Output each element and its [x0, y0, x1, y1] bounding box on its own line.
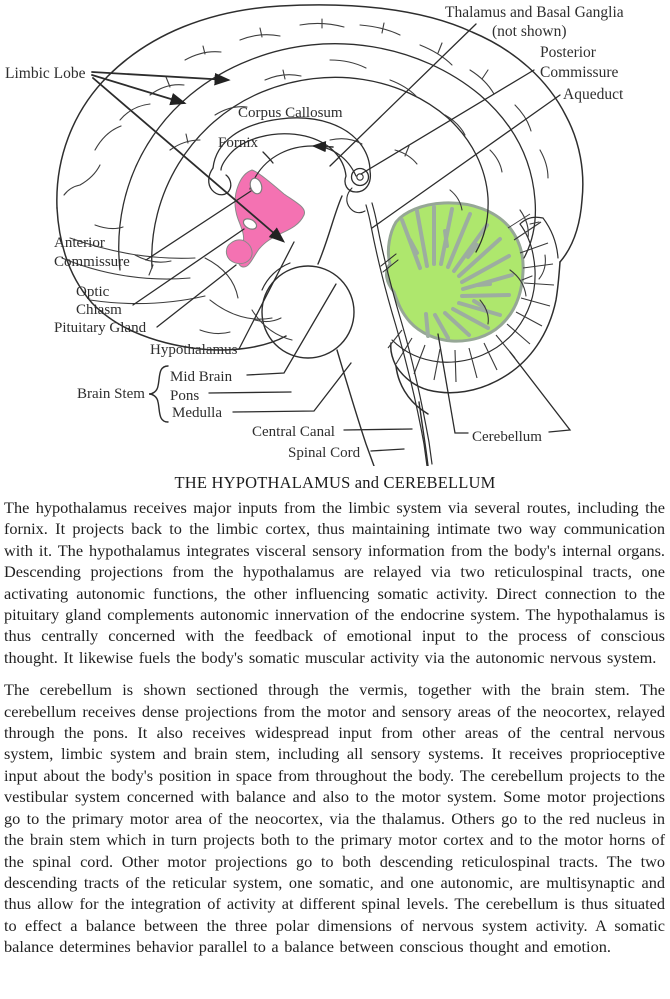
label-cerebellum: Cerebellum: [472, 429, 542, 445]
label-anterior: Anterior: [54, 235, 105, 251]
leader-thalamus: [330, 24, 476, 166]
label-optic: Optic: [76, 284, 110, 300]
leader-mid-brain: [247, 284, 336, 375]
label-limbic-lobe: Limbic Lobe: [5, 65, 86, 82]
leader-pons: [209, 392, 291, 393]
label-anterior-commissure: Commissure: [54, 254, 130, 270]
label-brain-stem: Brain Stem: [77, 386, 145, 402]
figure-caption: THE HYPOTHALAMUS and CEREBELLUM: [174, 473, 496, 492]
brain-outline: [57, 5, 583, 414]
label-central-canal: Central Canal: [252, 424, 335, 440]
hypothalamus-region: [226, 170, 304, 267]
paragraph-cerebellum: The cerebellum is shown sectioned through the vermis, together with the brain stem. The cerebellum receives dense projections from the motor and sensory areas of the neocortex, relayed through the pons. It also receives widespread input from other areas of the central nervous system, limbic system and brain stem, including all sensory systems. It receives proprioceptive input about the body's position in space from throughout the body. The cerebellum projects to the vestibular system concerned with balance and also to the motor system. Some motor projections go to the primary motor area of the neocortex, via the thalamus. Others go to the red nucleus in the brain stem which in turn projects both to the primary motor cortex and to the motor horns of the spinal cord. Other motor projections go to both descending reticulospinal tracts. The two descending tracts of the reticular system, one somatic, and one autonomic, are multisynaptic and thus allow for the integration of activity at different spinal levels. The cerebellum is thus situated to effect a balance between the three polar dimensions of nervous system activity. A somatic balance determines behavior parallel to a balance between conscious thought and emotion.: [4, 680, 665, 957]
label-optic-chiasm: Chiasm: [76, 302, 122, 318]
leader-cerebellum-left: [438, 334, 468, 433]
leader-posterior-commissure: [361, 70, 534, 174]
brain-diagram: [0, 0, 670, 466]
label-posterior-commissure: Commissure: [540, 64, 619, 81]
leader-optic-chiasm: [133, 229, 244, 305]
label-posterior: Posterior: [540, 44, 596, 61]
label-spinal-cord: Spinal Cord: [288, 445, 361, 461]
leader-pituitary: [157, 265, 236, 327]
label-mid-brain: Mid Brain: [170, 369, 233, 385]
label-thalamus-note: (not shown): [492, 23, 567, 40]
leader-medulla: [233, 363, 351, 412]
pituitary-gland-shape: [226, 240, 252, 264]
label-thalamus-basal-ganglia: Thalamus and Basal Ganglia: [445, 4, 624, 21]
label-hypothalamus: Hypothalamus: [150, 342, 238, 358]
brain-stem-brace: [149, 366, 168, 422]
label-medulla: Medulla: [172, 405, 222, 421]
paragraph-hypothalamus: The hypothalamus receives major inputs from the limbic system via several routes, including the fornix. It projects back to the limbic cortex, thus maintaining intimate two way communication with it. The hypothalamus integrates visceral sensory information from the body's internal organs. Descending projections from the hypothalamus are relayed via two reticulospinal tracts, one activating autonomic functions, the other influencing somatic activity. Direct connection to the pituitary gland complements autonomic innervation of the endocrine system. The hypothalamus is thus centrally concerned with the feedback of emotional input to the process of conscious thought. It likewise fuels the body's somatic muscular activity via the autonomic nervous system.: [4, 498, 665, 667]
label-pons: Pons: [170, 388, 200, 404]
label-pituitary-gland: Pituitary Gland: [54, 320, 147, 336]
cerebellum-region: [387, 203, 524, 341]
leader-limbic-1: [92, 72, 228, 80]
label-fornix: Fornix: [218, 135, 259, 151]
label-corpus-callosum: Corpus Callosum: [238, 105, 343, 121]
leader-central-canal: [344, 429, 412, 430]
leader-cerebellum-right: [510, 352, 570, 432]
leader-spinal-cord: [371, 449, 404, 451]
label-aqueduct: Aqueduct: [563, 86, 624, 103]
